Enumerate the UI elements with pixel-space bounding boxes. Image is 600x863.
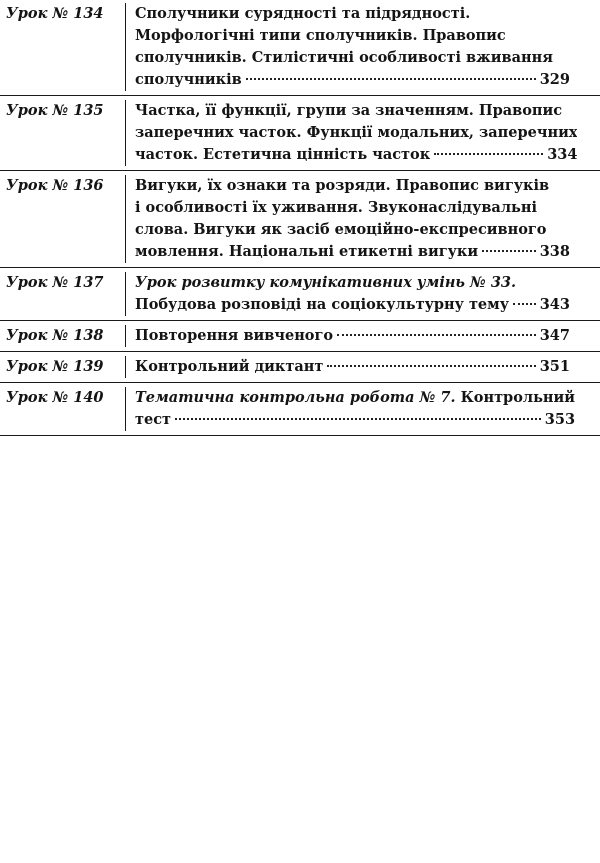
topic-line: Вигуки, їх ознаки та розряди. Правопис вигуків — [135, 177, 550, 194]
toc-entry — [0, 268, 600, 321]
toc-entry — [0, 96, 600, 171]
topic-last-line — [135, 356, 570, 378]
lesson-topic — [126, 272, 600, 316]
topic-last-line — [135, 241, 570, 263]
topic-line-mixed — [135, 387, 575, 409]
toc-entry — [0, 352, 600, 383]
toc-entry — [0, 171, 600, 268]
lesson-topic — [126, 100, 600, 166]
topic-line: тест — [135, 411, 172, 428]
lesson-topic — [126, 325, 600, 347]
topic-line: і особливості їх уживання. Звуконаслідувальні — [135, 199, 538, 216]
dot-leader — [482, 250, 536, 252]
dot-leader — [434, 153, 543, 155]
lesson-number: Урок № 134 — [0, 3, 126, 91]
topic-plain-part: Контрольний — [455, 389, 576, 406]
topic-line: часток. Естетична цінність часток — [135, 146, 431, 163]
topic-line: Морфологічні типи сполучників. Правопис — [135, 27, 506, 44]
lesson-number: Урок № 139 — [0, 356, 126, 378]
topic-italic-part: Тематична контрольна робота № 7. — [135, 389, 456, 406]
dot-leader — [175, 418, 541, 420]
topic-last-line — [135, 144, 577, 166]
lesson-number: Урок № 137 — [0, 272, 126, 316]
dot-leader — [327, 365, 535, 367]
topic-line: Сполучники сурядності та підрядності. — [135, 5, 471, 22]
page-number: 343 — [539, 296, 570, 313]
topic-line: Частка, її функції, групи за значенням. Правопис — [135, 102, 563, 119]
topic-line: мовлення. Національні етикетні вигуки — [135, 243, 479, 260]
lesson-number: Урок № 140 — [0, 387, 126, 431]
dot-leader — [246, 78, 536, 80]
toc-entry — [0, 3, 600, 96]
lesson-topic — [126, 3, 600, 91]
topic-line-italic: Урок розвитку комунікативних умінь № 33. — [135, 274, 517, 291]
page-number: 329 — [539, 71, 570, 88]
lesson-number: Урок № 136 — [0, 175, 126, 263]
topic-line: Повторення вивченого — [135, 327, 334, 344]
topic-line: Контрольний диктант — [135, 358, 324, 375]
lesson-topic — [126, 356, 600, 378]
lesson-topic — [126, 175, 600, 263]
lesson-topic — [126, 387, 600, 431]
page-number: 338 — [539, 243, 570, 260]
topic-last-line — [135, 409, 575, 431]
table-of-contents — [0, 3, 600, 436]
topic-line: заперечних часток. Функції модальних, заперечних — [135, 124, 578, 141]
topic-line: сполучників. Стилістичні особливості вживання — [135, 49, 553, 66]
lesson-number: Урок № 138 — [0, 325, 126, 347]
toc-entry — [0, 321, 600, 352]
dot-leader — [513, 303, 536, 305]
toc-entry — [0, 383, 600, 436]
page-number: 334 — [547, 146, 578, 163]
topic-line: слова. Вигуки як засіб емоційно-експресивного — [135, 221, 547, 238]
topic-line: сполучників — [135, 71, 242, 88]
lesson-number: Урок № 135 — [0, 100, 126, 166]
topic-last-line — [135, 294, 570, 316]
topic-last-line — [135, 69, 570, 91]
topic-last-line — [135, 325, 570, 347]
topic-line: Побудова розповіді на соціокультурну тему — [135, 296, 510, 313]
page-number: 351 — [539, 358, 570, 375]
page-number: 353 — [544, 411, 576, 428]
dot-leader — [337, 334, 536, 336]
page-number: 347 — [539, 327, 570, 344]
